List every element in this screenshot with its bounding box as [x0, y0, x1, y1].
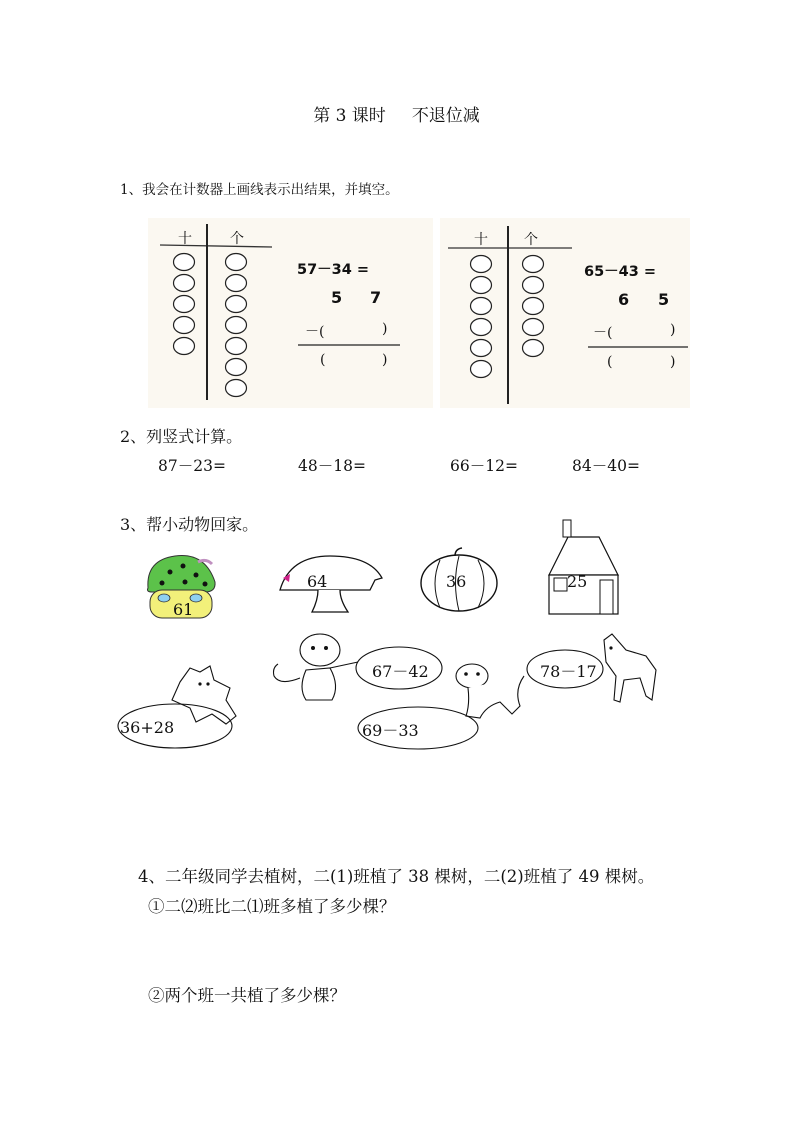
problem-3: 66－12= [450, 457, 518, 475]
cottage-house [549, 520, 618, 614]
abacus-bead [226, 359, 247, 376]
monkey-animal-icon [274, 634, 359, 700]
digit-ones: 5 [658, 290, 670, 309]
abacus-bead [471, 340, 492, 357]
result-paren-open: ( [320, 352, 326, 368]
house-number-umbrella: 64 [307, 572, 328, 591]
abacus-bead [174, 296, 195, 313]
abacus-bead [523, 256, 544, 273]
abacus-bead [226, 296, 247, 313]
abacus-bead [523, 298, 544, 315]
abacus-bead [226, 254, 247, 271]
squirrel-animal-icon [172, 666, 236, 724]
animal-expression-dog: 69－33 [362, 721, 419, 740]
abacus-bead [226, 338, 247, 355]
problem-2: 48－18= [298, 457, 366, 475]
question-4-sub-1: ①二⑵班比二⑴班多植了多少棵？ [148, 897, 396, 916]
animal-expression-squirrel: 36+28 [120, 718, 175, 737]
result-paren-close: ) [670, 354, 676, 370]
result-paren-close: ) [382, 352, 388, 368]
house-number-pumpkin: 36 [446, 572, 467, 591]
ones-label: 个 [230, 231, 244, 247]
abacus-bead [226, 380, 247, 397]
abacus-bead [523, 277, 544, 294]
question-2-prompt: 2、列竖式计算。 [120, 427, 243, 446]
abacus-bead [523, 340, 544, 357]
abacus-bead [523, 319, 544, 336]
abacus-bead [471, 361, 492, 378]
dog-animal-icon [456, 664, 524, 718]
question-3-prompt: 3、帮小动物回家。 [120, 515, 259, 534]
paren-close: ) [382, 321, 388, 337]
house-number-mushroom: 61 [173, 600, 194, 619]
minus-paren-open: －( [305, 324, 325, 340]
abacus-bead [226, 317, 247, 334]
abacus-bead [174, 338, 195, 355]
question-1-prompt: 1、我会在计数器上画线表示出结果，并填空。 [120, 182, 399, 198]
abacus-bead [471, 298, 492, 315]
minus-paren-open: －( [593, 325, 613, 341]
problem-4: 84－40= [572, 457, 640, 475]
abacus-bead [471, 256, 492, 273]
equation: 57－34 = [297, 262, 370, 278]
ones-rod-beads [523, 256, 544, 357]
abacus-bead [471, 319, 492, 336]
question-4-prompt: 4、二年级同学去植树，二(1)班植了 38 棵树，二(2)班植了 49 棵树。 [138, 867, 655, 886]
equation: 65－43 = [584, 264, 657, 280]
abacus-bead [471, 277, 492, 294]
digit-ones: 7 [370, 288, 382, 307]
lesson-number: 第 3 课时 [313, 106, 386, 126]
paren-close: ) [670, 322, 676, 338]
problem-1: 87－23= [158, 457, 226, 475]
animal-expression-horse: 78－17 [540, 662, 597, 681]
horse-animal-icon [604, 634, 656, 702]
lesson-topic: 不退位减 [411, 106, 480, 126]
tens-label: 十 [178, 231, 192, 247]
digit-tens: 5 [331, 288, 343, 307]
abacus-bead [174, 275, 195, 292]
house-number-cottage: 25 [567, 572, 588, 591]
tens-label: 十 [474, 232, 488, 248]
tens-rod-beads [174, 254, 195, 355]
digit-tens: 6 [618, 290, 630, 309]
result-paren-open: ( [607, 354, 613, 370]
ones-label: 个 [524, 232, 538, 248]
question-4-sub-2: ②两个班一共植了多少棵？ [148, 986, 346, 1005]
abacus-bead [226, 275, 247, 292]
umbrella-mushroom-house [280, 556, 382, 612]
abacus-bead [174, 317, 195, 334]
animal-expression-monkey: 67－42 [372, 662, 429, 681]
abacus-bead [174, 254, 195, 271]
